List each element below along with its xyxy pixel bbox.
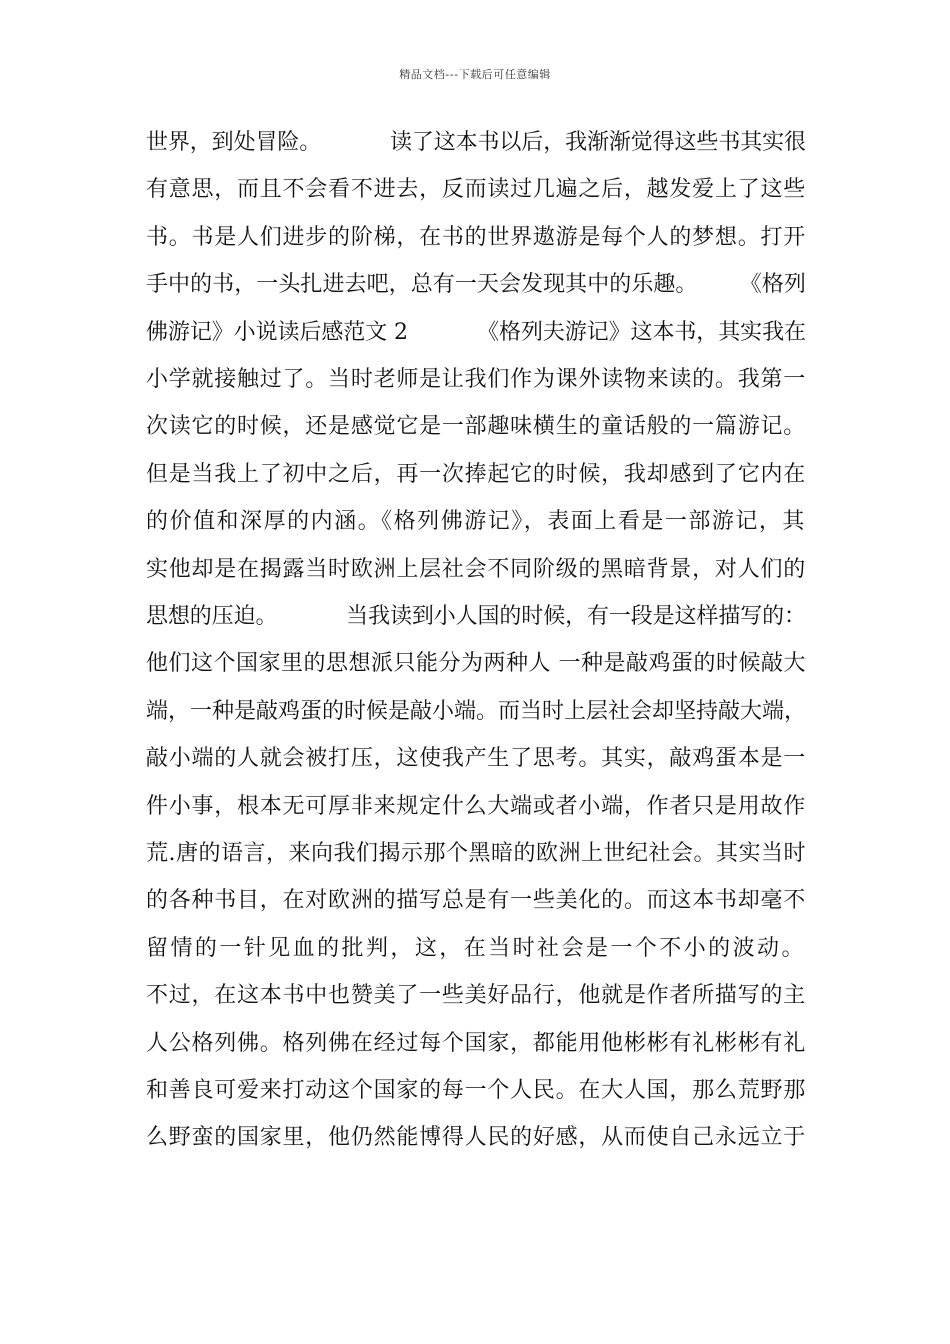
text-line: 世界，到处冒险。 读了这本书以后，我渐渐觉得这些书其实很 (146, 130, 806, 155)
text-line: 书。书是人们进步的阶梯，在书的世界遨游是每个人的梦想。打开 (146, 224, 806, 250)
text-line: 件小事，根本无可厚非来规定什么大端或者小端，作者只是用故作 (146, 793, 806, 819)
text-line: 敲小端的人就会被打压，这使我产生了思考。其实，敲鸡蛋本是一 (146, 746, 806, 772)
text-line: 次读它的时候，还是感觉它是一部趣味横生的童话般的一篇游记。 (146, 414, 806, 440)
text-line: 留情的一针见血的批判，这，在当时社会是一个不小的波动。 (146, 935, 806, 961)
text-line: 小学就接触过了。当时老师是让我们作为课外读物来读的。我第一 (146, 367, 806, 392)
text-line: 人公格列佛。格列佛在经过每个国家，都能用他彬彬有礼彬彬有礼 (146, 1030, 806, 1056)
text-line: 实他却是在揭露当时欧洲上层社会不同阶级的黑暗背景，对人们的 (146, 556, 806, 582)
text-line: 不过，在这本书中也赞美了一些美好品行，他就是作者所描写的主 (146, 983, 806, 1009)
text-line: 端，一种是敲鸡蛋的时候是敲小端。而当时上层社会却坚持敲大端， (146, 698, 806, 724)
text-line: 的各种书目，在对欧洲的描写总是有一些美化的。而这本书却毫不 (146, 888, 806, 914)
text-line: 有意思，而且不会看不进去，反而读过几遍之后，越发爱上了这些 (146, 177, 806, 203)
text-line: 荒.唐的语言，来向我们揭示那个黑暗的欧洲上世纪社会。其实当时 (146, 841, 806, 866)
text-line: 的价值和深厚的内涵。《格列佛游记》，表面上看是一部游记，其 (146, 509, 806, 535)
text-line: 但是当我上了初中之后，再一次捧起它的时候，我却感到了它内在 (146, 461, 806, 487)
text-line: 么野蛮的国家里，他仍然能博得人民的好感，从而使自己永远立于 (146, 1125, 806, 1151)
page-header: 精品文档---下载后可任意编辑 (399, 68, 551, 81)
text-line: 思想的压迫。 当我读到小人国的时候，有一段是这样描写的： (146, 604, 806, 629)
text-line: 他们这个国家里的思想派只能分为两种人 一种是敲鸡蛋的时候敲大 (146, 651, 806, 677)
text-line: 手中的书，一头扎进去吧，总有一天会发现其中的乐趣。 《格列 (146, 272, 806, 298)
text-line: 和善良可爱来打动这个国家的每一个人民。在大人国，那么荒野那 (146, 1078, 806, 1103)
text-line: 佛游记》小说读后感范文 2 《格列夫游记》这本书，其实我在 (146, 319, 806, 345)
